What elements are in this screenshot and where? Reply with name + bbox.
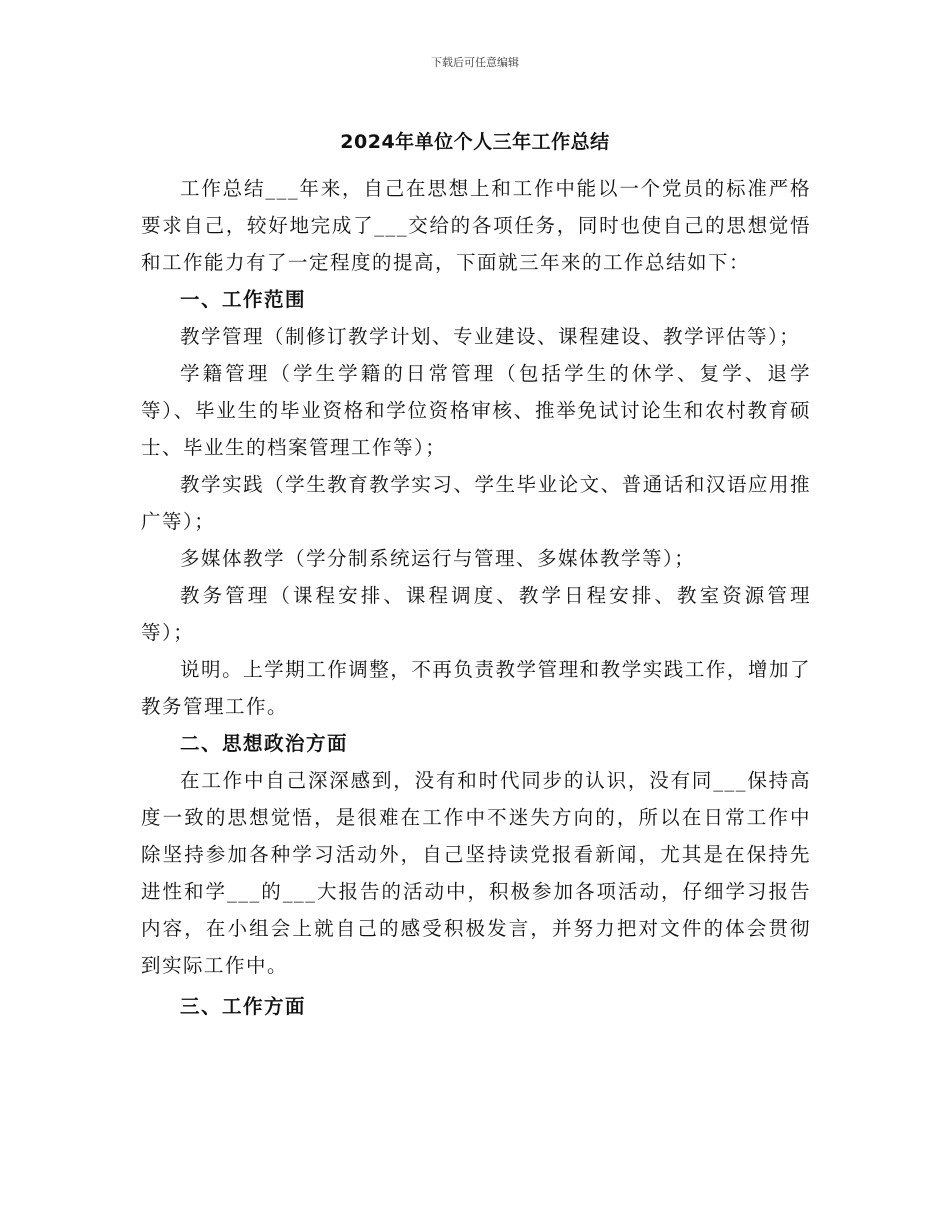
- work-scope-item-academic-affairs: 教务管理（课程安排、课程调度、教学日程安排、教室资源管理等）；: [141, 584, 811, 644]
- page-header-note: 下载后可任意编辑: [431, 56, 519, 69]
- work-scope-item-teaching-management: 教学管理（制修订教学计划、专业建设、课程建设、教学评估等）；: [180, 325, 801, 348]
- document-body: [141, 170, 811, 1025]
- work-scope-item-multimedia: 多媒体教学（学分制系统运行与管理、多媒体教学等）；: [180, 547, 696, 570]
- document-title: 2024年单位个人三年工作总结: [340, 131, 610, 153]
- work-scope-item-teaching-practice: 教学实践（学生教育教学实习、学生毕业论文、普通话和汉语应用推广等）；: [141, 473, 811, 533]
- work-scope-item-student-records: 学籍管理（学生学籍的日常管理（包括学生的休学、复学、退学等）、毕业生的毕业资格和学位资格审核、推举免试讨论生和农村教育硕士、毕业生的档案管理工作等）；: [141, 362, 811, 459]
- section-heading-ideology: 二、思想政治方面: [180, 732, 349, 755]
- work-scope-note: 说明。上学期工作调整，不再负责教学管理和教学实践工作，增加了教务管理工作。: [141, 658, 811, 718]
- ideology-paragraph: 在工作中自己深深感到，没有和时代同步的认识，没有同___保持高度一致的思想觉悟，是很难在工作中不迷失方向的，所以在日常工作中除坚持参加各种学习活动外，自己坚持读党报看新闻，尤其是在保持先进性和学___的___大报告的活动中，积极参加各项活动，仔细学习报告内容，在小组会上就自己的感受积极发言，并努力把对文件的体会贯彻到实际工作中。: [141, 769, 811, 977]
- section-heading-work: 三、工作方面: [180, 995, 307, 1018]
- section-heading-work-scope: 一、工作范围: [180, 288, 307, 311]
- intro-paragraph: 工作总结___年来，自己在思想上和工作中能以一个党员的标准严格要求自己，较好地完成了___交给的各项任务，同时也使自己的思想觉悟和工作能力有了一定程度的提高，下面就三年来的工作总结如下：: [141, 177, 811, 274]
